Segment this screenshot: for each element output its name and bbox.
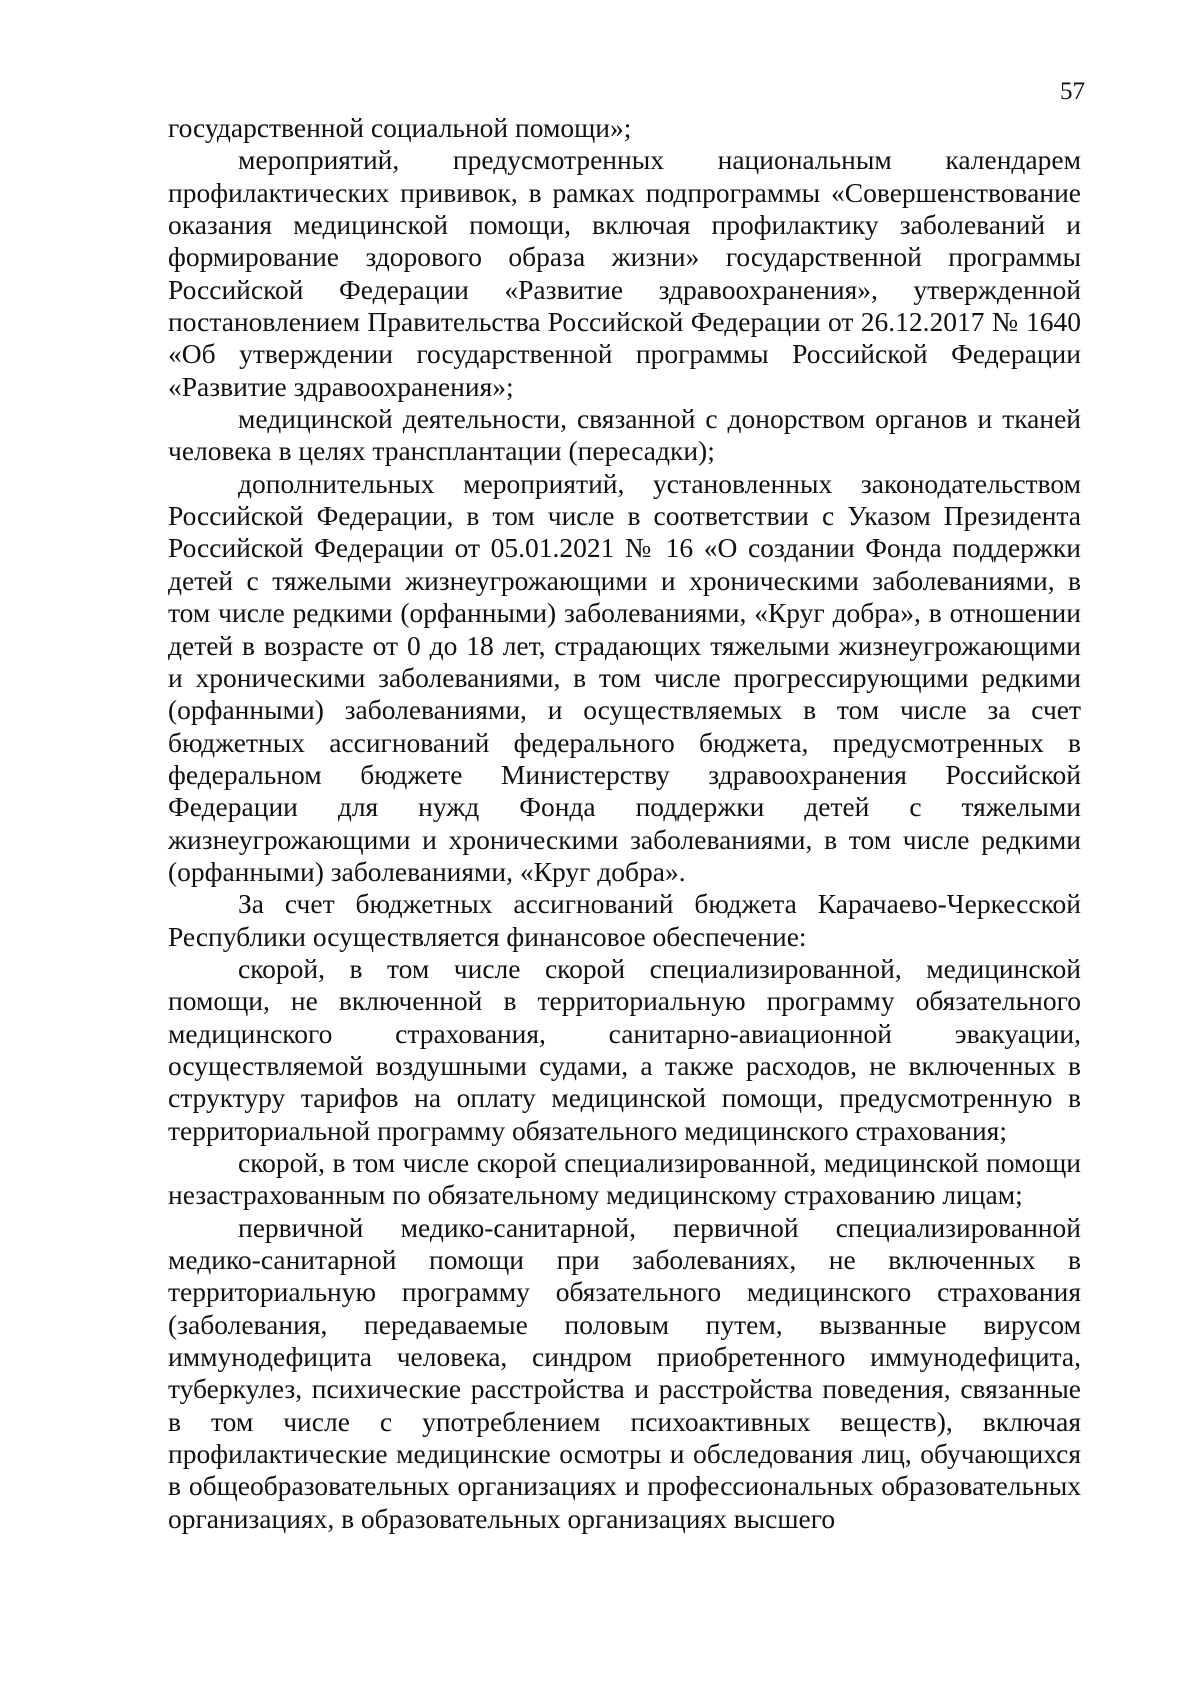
document-body <box>168 112 1081 1535</box>
paragraph-8: первичной медико-санитарной, первичной специализированной медико-санитарной помощи при заболеваниях, не включенных в территориальную программу обязательного медицинского страхования (заболевания, передаваемые половым путем, вызванные вирусом иммунодефицита человека, синдром приобретенного иммунодефицита, туберкулез, психические расстройства и расстройства поведения, связанные в том числе с употреблением психоактивных веществ), включая профилактические медицинские осмотры и обследования лиц, обучающихся в общеобразовательных организациях и профессиональных образовательных организациях, в образовательных организациях высшего <box>168 1211 1081 1534</box>
paragraph-6: скорой, в том числе скорой специализированной, медицинской помощи, не включенной в территориальную программу обязательного медицинского страхования, санитарно-авиационной эвакуации, осуществляемой воздушными судами, а также расходов, не включенных в структуру тарифов на оплату медицинской помощи, предусмотренную в территориальной программу обязательного медицинского страхования; <box>168 952 1081 1146</box>
paragraph-4: дополнительных мероприятий, установленных законодательством Российской Федерации, в том числе в соответствии с Указом Президента Российской Федерации от 05.01.2021 № 16 «О создании Фонда поддержки детей с тяжелыми жизнеугрожающими и хроническими заболеваниями, в том числе редкими (орфанными) заболеваниями, «Круг добра», в отношении детей в возрасте от 0 до 18 лет, страдающих тяжелыми жизнеугрожающими и хроническими заболеваниями, в том числе прогрессирующими редкими (орфанными) заболеваниями, и осуществляемых в том числе за счет бюджетных ассигнований федерального бюджета, предусмотренных в федеральном бюджете Министерству здравоохранения Российской Федерации для нужд Фонда поддержки детей с тяжелыми жизнеугрожающими и хроническими заболеваниями, в том числе редкими (орфанными) заболеваниями, «Круг добра». <box>168 467 1081 887</box>
paragraph-5: За счет бюджетных ассигнований бюджета Карачаево-Черкесской Республики осуществляется финансовое обеспечение: <box>168 888 1081 952</box>
paragraph-7: скорой, в том числе скорой специализированной, медицинской помощи незастрахованным по обязательному медицинскому страхованию лицам; <box>168 1147 1081 1211</box>
paragraph-3: медицинской деятельности, связанной с донорством органов и тканей человека в целях трансплантации (пересадки); <box>168 403 1081 467</box>
page-number: 57 <box>1060 78 1085 105</box>
paragraph-2: мероприятий, предусмотренных национальным календарем профилактических прививок, в рамках подпрограммы «Совершенствование оказания медицинской помощи, включая профилактику заболеваний и формирование здорового образа жизни» государственной программы Российской Федерации «Развитие здравоохранения», утвержденной постановлением Правительства Российской Федерации от 26.12.2017 № 1640 «Об утверждении государственной программы Российской Федерации «Развитие здравоохранения»; <box>168 144 1081 402</box>
paragraph-1: государственной социальной помощи»; <box>168 112 632 143</box>
